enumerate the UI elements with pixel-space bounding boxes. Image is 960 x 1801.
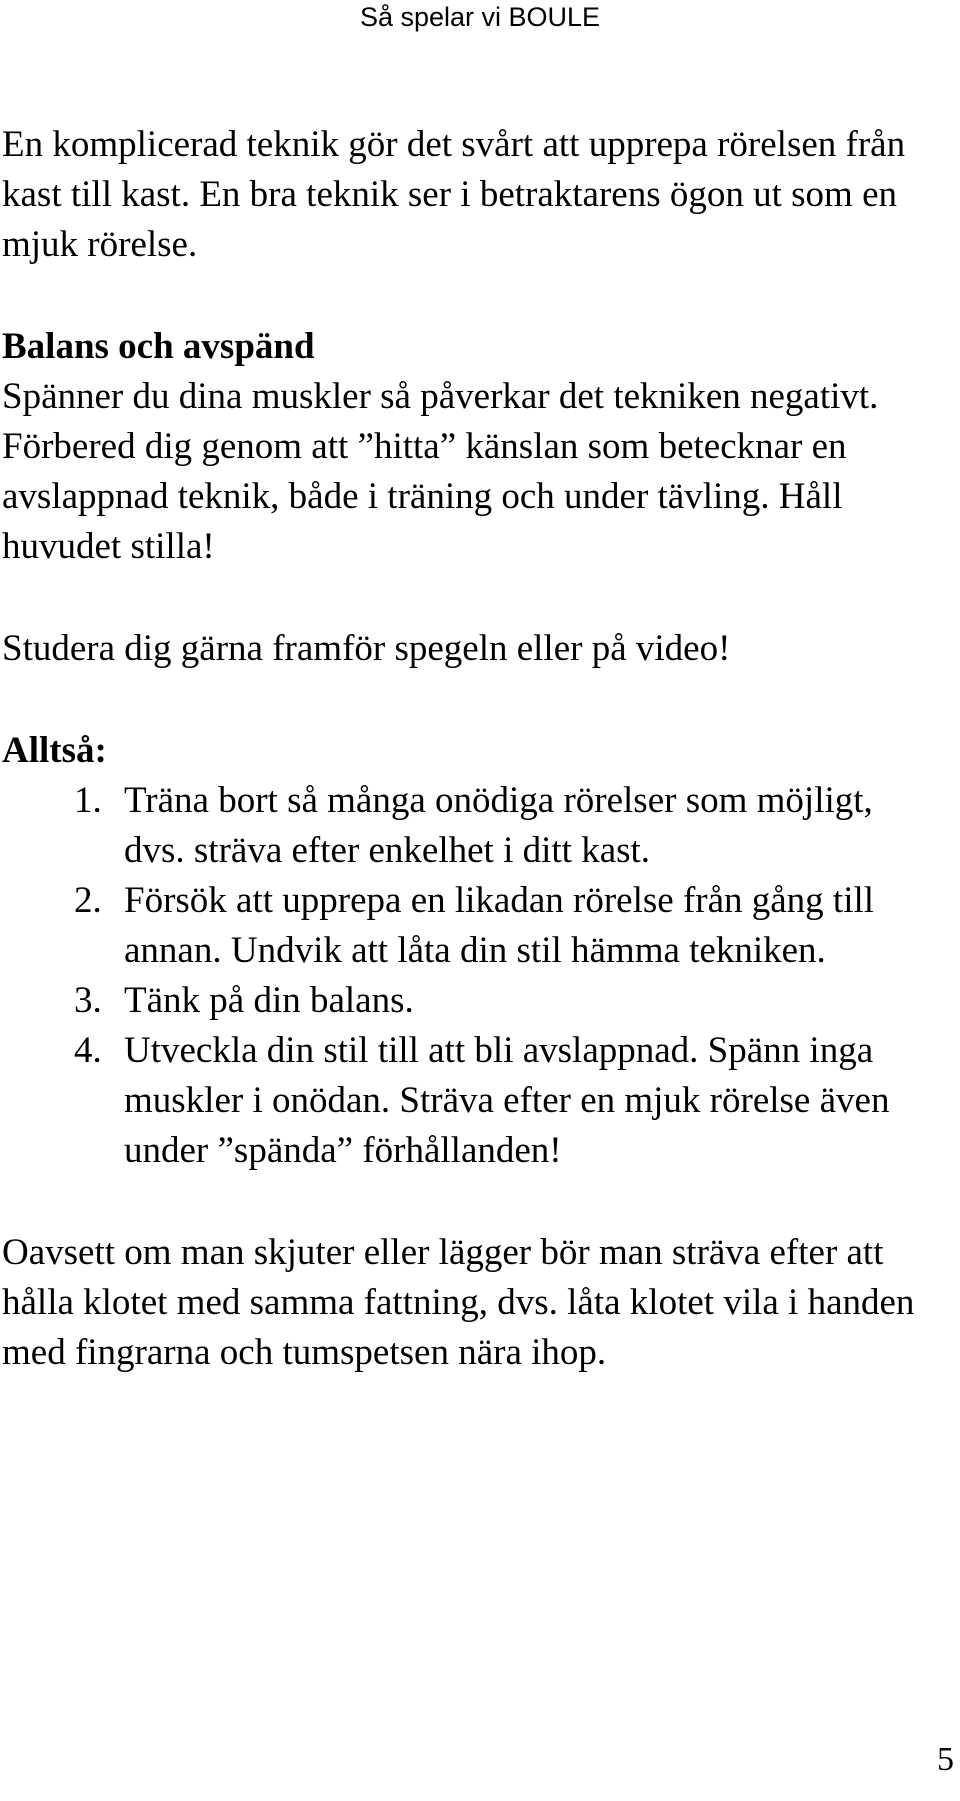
summary-heading: Alltså: xyxy=(2,730,107,771)
page-header xyxy=(0,0,960,34)
header-title: Så spelar vi BOULE xyxy=(359,2,601,32)
list-item xyxy=(2,976,952,1026)
list-item-number: 1. xyxy=(74,780,102,821)
list-item-number: 4. xyxy=(74,1030,102,1071)
closing-paragraph: Oavsett om man skjuter eller lägger bör man sträva efter att hålla klotet med samma fattning, dvs. låta klotet vila i handen med fingrarna och tumspetsen nära ihop. xyxy=(2,1232,915,1373)
study-paragraph: Studera dig gärna framför spegeln eller på video! xyxy=(2,628,731,669)
paragraph-spacer xyxy=(2,270,952,322)
list-item-text: Träna bort så många onödiga rörelser som möjligt, dvs. sträva efter enkelhet i ditt kast. xyxy=(124,780,873,871)
list-item-number: 3. xyxy=(74,980,102,1021)
page-number: 5 xyxy=(937,1741,954,1778)
balance-heading: Balans och avspänd xyxy=(2,326,315,367)
balance-paragraph: Spänner du dina muskler så påverkar det tekniken negativt. Förbered dig genom att ”hitta” känslan som betecknar en avslappnad teknik, både i träning och under tävling. Håll huvudet stilla! xyxy=(2,376,879,567)
list-item-text: Tänk på din balans. xyxy=(124,980,414,1021)
list-item xyxy=(2,876,952,976)
list-item-number: 2. xyxy=(74,880,102,921)
paragraph-spacer xyxy=(2,572,952,624)
list-item xyxy=(2,776,952,876)
list-item-text: Utveckla din stil till att bli avslappnad. Spänn inga muskler i onödan. Sträva efter en mjuk rörelse även under ”spända” förhållanden! xyxy=(124,1030,890,1171)
list-item-text: Försök att upprepa en likadan rörelse från gång till annan. Undvik att låta din stil hämma tekniken. xyxy=(124,880,875,971)
paragraph-spacer xyxy=(2,1176,952,1228)
paragraph-spacer xyxy=(2,674,952,726)
document-body xyxy=(2,120,952,1378)
intro-paragraph: En komplicerad teknik gör det svårt att upprepa rörelsen från kast till kast. En bra teknik ser i betraktarens ögon ut som en mjuk rörelse. xyxy=(2,124,906,265)
steps-list xyxy=(2,776,952,1176)
list-item xyxy=(2,1026,952,1176)
